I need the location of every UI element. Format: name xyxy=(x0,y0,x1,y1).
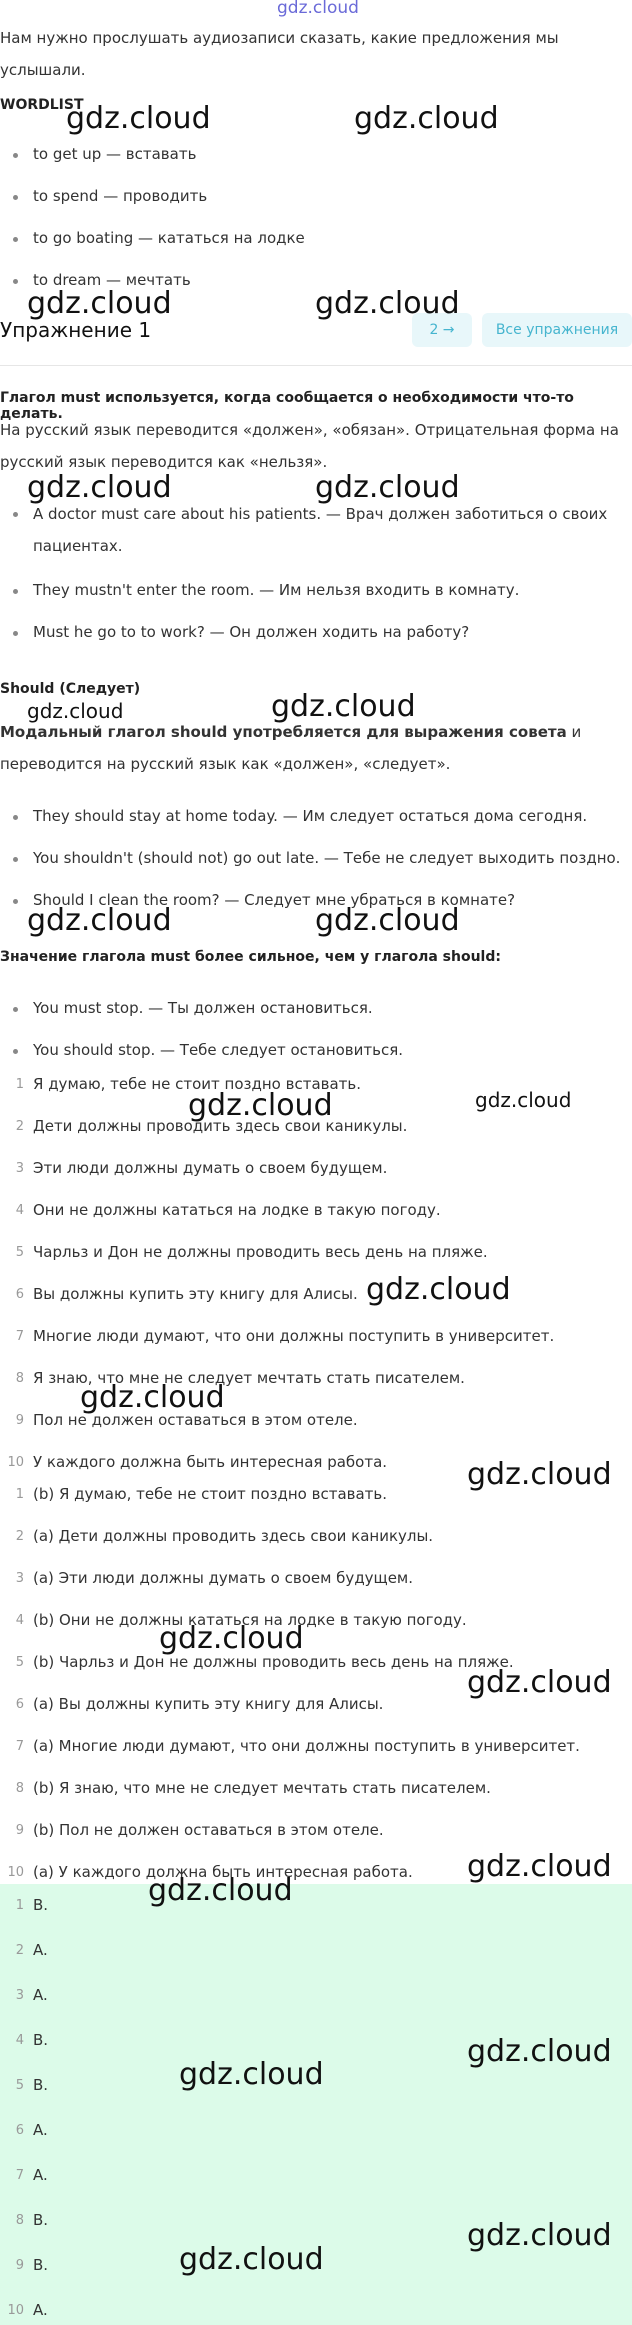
watermark: gdz.cloud xyxy=(315,470,460,505)
watermark: gdz.cloud xyxy=(467,1665,612,1700)
sentence-item: Эти люди должны думать о своем будущем. xyxy=(33,1159,388,1177)
watermark: gdz.cloud xyxy=(27,470,172,505)
list-number: 7 xyxy=(15,1329,24,1344)
list-number: 4 xyxy=(15,2033,24,2048)
answer-letter: B. xyxy=(33,1896,49,1914)
list-number: 3 xyxy=(15,1161,24,1176)
answer-letter: A. xyxy=(33,2166,48,2184)
wordlist-item: to go boating — кататься на лодке xyxy=(33,229,305,247)
watermark: gdz.cloud xyxy=(315,903,460,938)
should-example: Should I clean the room? — Следует мне убраться в комнате? xyxy=(33,891,516,909)
answer-sentence-item: (b) Я знаю, что мне не следует мечтать стать писателем. xyxy=(33,1779,491,1797)
comparison-example: You must stop. — Ты должен остановиться. xyxy=(33,999,373,1017)
answer-sentence-item: (a) Эти люди должны думать о своем будущем. xyxy=(33,1569,414,1587)
answer-sentence-item: (a) Дети должны проводить здесь свои каникулы. xyxy=(33,1527,434,1545)
list-number: 4 xyxy=(15,1613,24,1628)
exercise-title: Упражнение 1 xyxy=(0,318,152,342)
list-number: 10 xyxy=(7,1865,24,1880)
list-number: 6 xyxy=(15,2123,24,2138)
header-logo-watermark: gdz.cloud xyxy=(277,0,359,18)
answer-letter: B. xyxy=(33,2076,49,2094)
list-number: 5 xyxy=(15,1655,24,1670)
watermark: gdz.cloud xyxy=(179,2057,324,2092)
wordlist-item: to spend — проводить xyxy=(33,187,208,205)
answer-sentence-item: (b) Я думаю, тебе не стоит поздно вставать. xyxy=(33,1485,388,1503)
answer-letter: B. xyxy=(33,2256,49,2274)
watermark: gdz.cloud xyxy=(467,1849,612,1884)
list-number: 6 xyxy=(15,1287,24,1302)
list-number: 2 xyxy=(15,1943,24,1958)
watermark: gdz.cloud xyxy=(188,1088,333,1123)
should-title: Should (Следует) xyxy=(0,681,141,697)
answer-letter: A. xyxy=(33,2121,48,2139)
list-number: 1 xyxy=(15,1898,24,1913)
watermark: gdz.cloud xyxy=(315,286,460,321)
watermark: gdz.cloud xyxy=(467,2034,612,2069)
list-number: 3 xyxy=(15,1571,24,1586)
wordlist-item: to get up — вставать xyxy=(33,145,197,163)
must-example: They mustn't enter the room. — Им нельзя входить в комнату. xyxy=(33,581,520,599)
list-number: 10 xyxy=(7,1455,24,1470)
all-exercises-button[interactable]: Все упражнения xyxy=(482,313,632,347)
list-number: 1 xyxy=(15,1077,24,1092)
list-number: 10 xyxy=(7,2303,24,2318)
answer-sentence-item: (b) Пол не должен оставаться в этом отеле. xyxy=(33,1821,384,1839)
list-number: 7 xyxy=(15,2168,24,2183)
sentence-item: Пол не должен оставаться в этом отеле. xyxy=(33,1411,358,1429)
sentence-item: Вы должны купить эту книгу для Алисы. xyxy=(33,1285,358,1303)
should-text xyxy=(0,716,630,780)
intro-text: Нам нужно прослушать аудиозаписи сказать, какие предложения мы услышали. xyxy=(0,29,559,79)
list-number: 8 xyxy=(15,1371,24,1386)
should-text-bold: Модальный глагол should употребляется для выражения совета xyxy=(0,723,567,741)
watermark: gdz.cloud xyxy=(159,1621,304,1656)
answer-letter: A. xyxy=(33,1941,48,1959)
sentence-item: У каждого должна быть интересная работа. xyxy=(33,1453,388,1471)
answer-letter: A. xyxy=(33,1986,48,2004)
next-exercise-button[interactable]: 2 → xyxy=(412,313,472,347)
sentence-item: Многие люди думают, что они должны поступить в университет. xyxy=(33,1327,555,1345)
answer-sentence-item: (b) Они не должны кататься на лодке в такую погоду. xyxy=(33,1611,467,1629)
watermark: gdz.cloud xyxy=(366,1272,511,1307)
list-number: 2 xyxy=(15,1119,24,1134)
list-number: 9 xyxy=(15,1413,24,1428)
list-number: 9 xyxy=(15,2258,24,2273)
list-number: 5 xyxy=(15,1245,24,1260)
watermark: gdz.cloud xyxy=(475,1088,572,1112)
answer-letter: B. xyxy=(33,2211,49,2229)
answer-sentence-item: (a) У каждого должна быть интересная работа. xyxy=(33,1863,413,1881)
must-heading: Глагол must используется, когда сообщается о необходимости что-то делать. xyxy=(0,390,574,422)
sentence-item: Я думаю, тебе не стоит поздно вставать. xyxy=(33,1075,362,1093)
watermark: gdz.cloud xyxy=(148,1873,293,1908)
sentence-item: Дети должны проводить здесь свои каникулы. xyxy=(33,1117,408,1135)
should-text-rest: и переводится на русский язык как «должен», «следует». xyxy=(0,723,582,773)
answer-letter: A. xyxy=(33,2301,48,2319)
list-number: 3 xyxy=(15,1988,24,2003)
watermark: gdz.cloud xyxy=(66,101,211,136)
list-number: 8 xyxy=(15,1781,24,1796)
sentence-item: Чарльз и Дон не должны проводить весь день на пляже. xyxy=(33,1243,488,1261)
wordlist-item: to dream — мечтать xyxy=(33,271,191,289)
list-number: 6 xyxy=(15,1697,24,1712)
watermark: gdz.cloud xyxy=(27,286,172,321)
watermark: gdz.cloud xyxy=(27,903,172,938)
answer-letter: B. xyxy=(33,2031,49,2049)
sentence-item: Они не должны кататься на лодке в такую погоду. xyxy=(33,1201,441,1219)
watermark: gdz.cloud xyxy=(467,1457,612,1492)
must-example: Must he go to to work? — Он должен ходить на работу? xyxy=(33,623,470,641)
watermark: gdz.cloud xyxy=(80,1380,225,1415)
watermark: gdz.cloud xyxy=(179,2242,324,2277)
divider xyxy=(0,365,632,366)
comparison-example: You should stop. — Тебе следует остановиться. xyxy=(33,1041,404,1059)
watermark: gdz.cloud xyxy=(354,101,499,136)
must-text: На русский язык переводится «должен», «обязан». Отрицательная форма на русский язык переводится как «нельзя». xyxy=(0,421,619,471)
should-example: They should stay at home today. — Им следует остаться дома сегодня. xyxy=(33,807,588,825)
should-example: You shouldn't (should not) go out late. — Тебе не следует выходить поздно. xyxy=(33,849,621,867)
watermark: gdz.cloud xyxy=(467,2218,612,2253)
list-number: 1 xyxy=(15,1487,24,1502)
sentence-item: Я знаю, что мне не следует мечтать стать писателем. xyxy=(33,1369,465,1387)
list-number: 2 xyxy=(15,1529,24,1544)
must-example: A doctor must care about his patients. — Врач должен заботиться о своих пациентах. xyxy=(33,498,623,562)
watermark: gdz.cloud xyxy=(27,699,124,723)
watermark: gdz.cloud xyxy=(271,689,416,724)
list-number: 4 xyxy=(15,1203,24,1218)
list-number: 5 xyxy=(15,2078,24,2093)
comparison-heading: Значение глагола must более сильное, чем у глагола should: xyxy=(0,949,501,965)
answer-sentence-item: (a) Вы должны купить эту книгу для Алисы. xyxy=(33,1695,384,1713)
list-number: 8 xyxy=(15,2213,24,2228)
answer-sentence-item: (b) Чарльз и Дон не должны проводить весь день на пляже. xyxy=(33,1653,514,1671)
list-number: 9 xyxy=(15,1823,24,1838)
list-number: 7 xyxy=(15,1739,24,1754)
answer-sentence-item: (a) Многие люди думают, что они должны поступить в университет. xyxy=(33,1737,580,1755)
wordlist-heading: WORDLIST xyxy=(0,97,84,113)
